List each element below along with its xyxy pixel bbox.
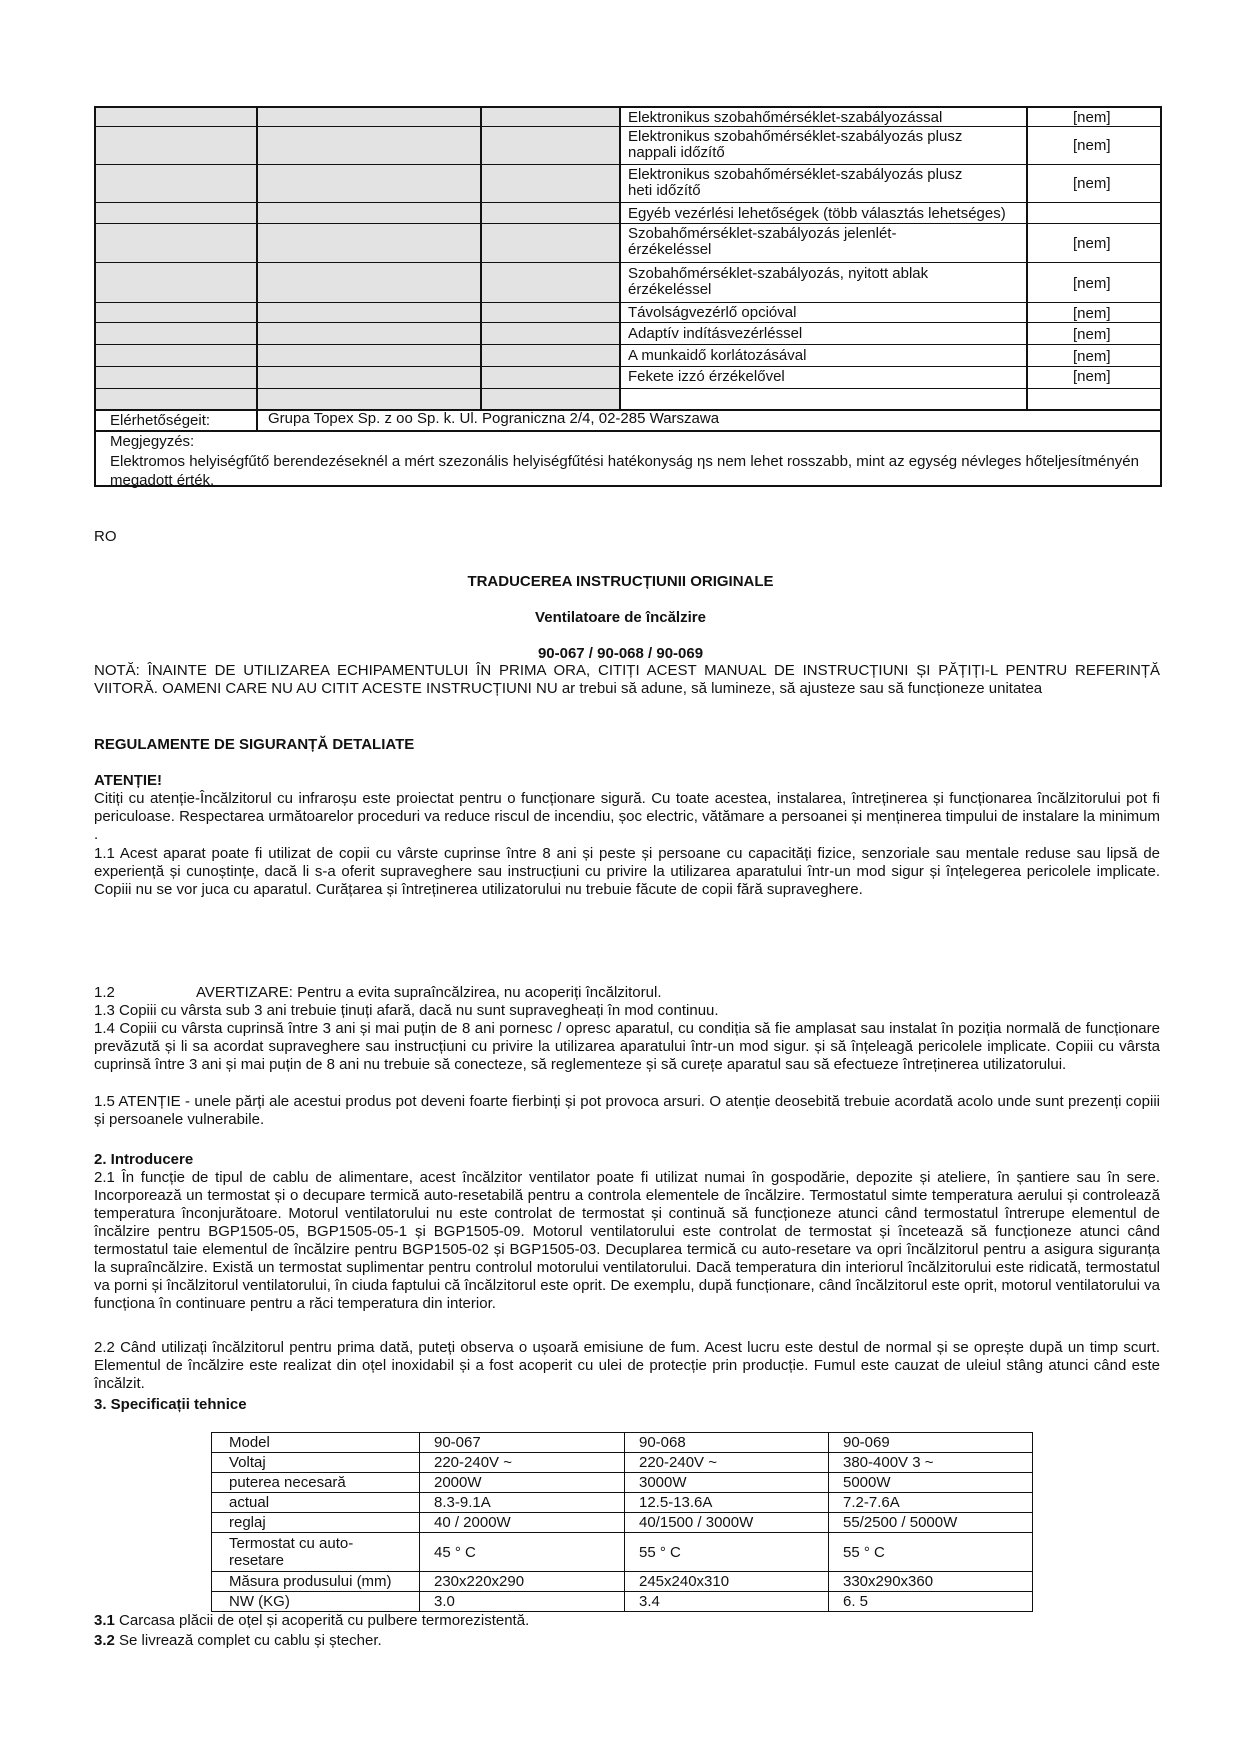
row-value: [nem] <box>1073 137 1111 154</box>
spec-cell: 220-240V ~ <box>625 1453 829 1473</box>
shaded-cell <box>258 108 480 410</box>
row-label: Fekete izzó érzékelővel <box>628 368 785 385</box>
row-label: Adaptív indításvezérléssel <box>628 325 803 342</box>
spec-cell: 55/2500 / 5000W <box>829 1513 1033 1533</box>
spec-cell: 5000W <box>829 1473 1033 1493</box>
intro-heading: 2. Introducere <box>94 1151 194 1168</box>
spec-cell: puterea necesară <box>212 1473 420 1493</box>
paragraph-1-1: 1.1 Acest aparat poate fi utilizat de copii cu vârste cuprinse între 8 ani și peste și persoane cu capacități fizice, senzoriale sau mentale reduse sau lipsă de experiență și cunoștințe, dacă li s-a oferit supraveghere sau instrucțiuni cu privire la utilizarea aparatului într-un mod sigur și înțelegerea pericolele implicate. Copiii nu se vor juca cu aparatul. Curățarea și întreținerea utilizatorului nu trebuie făcute de copii fără supraveghere. <box>94 845 1160 898</box>
table-row <box>212 1572 1033 1592</box>
spec-cell: 2000W <box>420 1473 625 1493</box>
spec-cell: Măsura produsului (mm) <box>212 1572 420 1592</box>
row-value: [nem] <box>1073 348 1111 365</box>
spec-cell: 90-069 <box>829 1433 1033 1453</box>
row-value: [nem] <box>1073 275 1111 292</box>
paragraph-3-1 <box>94 1612 529 1630</box>
paragraph-1-3: 1.3 Copiii cu vârsta sub 3 ani trebuie ținuți afară, dacă nu sunt supravegheați în mod continuu. <box>94 1002 719 1019</box>
spec-table <box>211 1432 1033 1612</box>
contact-label: Elérhetőségeit: <box>110 412 211 429</box>
shaded-cell <box>482 108 620 410</box>
shaded-cell <box>96 108 256 410</box>
paragraph-3-2-number: 3.2 <box>94 1632 115 1649</box>
row-label: Szobahőmérséklet-szabályozás jelenlét- érzékeléssel <box>628 225 897 258</box>
paragraph-1-4: 1.4 Copiii cu vârsta cuprinsă între 3 ani și mai puțin de 8 ani pornesc / opresc aparatul, cu condiția să fie amplasat sau instalat în poziția normală de funcționare prevăzută și li sa acordat supraveghere sau instrucțiuni cu privire la utilizarea aparatului într-un mod sigur. și să înțeleagă pericolele implicate. Copiii cu vârsta cuprinsă între 3 ani și mai puțin de 8 ani nu trebuie să conecteze, să reglementeze și să curețe aparatul sau să efectueze întreținerea utilizatorului. <box>94 1020 1160 1073</box>
language-code: RO <box>94 528 117 545</box>
paragraph-1-5: 1.5 ATENȚIE - unele părți ale acestui produs pot deveni foarte fierbinți și pot provoca arsuri. O atenție deosebită trebuie acordată acolo unde sunt prezenți copiii și persoanele vulnerabile. <box>94 1093 1160 1128</box>
table-row <box>212 1513 1033 1533</box>
paragraph-3-1-text: Carcasa plăcii de oțel și acoperită cu pulbere termorezistentă. <box>114 1612 530 1629</box>
row-value: [nem] <box>1073 326 1111 343</box>
paragraph-2-1: 2.1 În funcție de tipul de cablu de alimentare, acest încălzitor ventilator poate fi utilizat numai în gospodărie, depozite și ateliere, în șantiere sau în sere. Incorporează un termostat și o decupare termică auto-resetabilă pentru a controla elementele de încălzire. Termostatul simte temperatura aerului și controlează temperatura înconjurătoare. Motorul ventilatorului nu este controlat de termostat și continuă să funcționeze atunci când termostatul întrerupe elementul de încălzire pentru BGP1505-05, BGP1505-05-1 și BGP1505-09. Motorul ventilatorului este controlat de termostat și încetează să funcționeze atunci când termostatul taie elementul de încălzire pentru BGP1505-02 și BGP1505-03. Decuplarea termică cu auto-resetare va opri încălzitorul pentru a asigura siguranța la supraîncălzire. Există un termostat suplimentar pentru controlul motorului ventilatorului. Dacă temperatura din interiorul încălzitorului este ridicată, termostatul va porni și încălzitorul ventilatorului, în ciuda faptului că încălzitorul este oprit. De exemplu, după funcționare, când încălzitorul este oprit, motorul ventilatorului va funcționa în continuare pentru a răci temperatura din interior. <box>94 1169 1160 1312</box>
spec-cell: 245x240x310 <box>625 1572 829 1592</box>
spec-cell: 7.2-7.6A <box>829 1493 1033 1513</box>
paragraph-1-2-number: 1.2 <box>94 984 115 1001</box>
paragraph-3-1-number: 3.1 <box>94 1612 115 1629</box>
spec-cell: 3.0 <box>420 1592 625 1612</box>
safety-heading: REGULAMENTE DE SIGURANȚĂ DETALIATE <box>94 736 415 753</box>
paragraph-3-2 <box>94 1632 382 1650</box>
row-label: A munkaidő korlátozásával <box>628 347 807 364</box>
spec-cell: 8.3-9.1A <box>420 1493 625 1513</box>
note-text: Elektromos helyiségfűtő berendezéseknél a mért szezonális helyiségfűtési hatékonyság ηs nem lehet rosszabb, mint az egység névleges hőteljesítményén megadott érték. <box>110 453 1139 489</box>
row-value: [nem] <box>1073 368 1111 385</box>
document-title: TRADUCEREA INSTRUCȚIUNII ORIGINALE <box>467 573 774 590</box>
row-label: Elektronikus szobahőmérséklet-szabályozás plusz heti időzítő <box>628 166 963 199</box>
spec-cell: 380-400V 3 ~ <box>829 1453 1033 1473</box>
row-value: [nem] <box>1073 235 1111 252</box>
row-label: Egyéb vezérlési lehetőségek (több választás lehetséges) <box>628 205 1006 222</box>
paragraph-1-2-text: AVERTIZARE: Pentru a evita supraîncălzirea, nu acoperiți încălzitorul. <box>196 984 662 1001</box>
spec-cell: reglaj <box>212 1513 420 1533</box>
paragraph-3-2-text: Se livrează complet cu cablu și ștecher. <box>114 1632 382 1649</box>
table-row <box>212 1592 1033 1612</box>
table-row <box>212 1433 1033 1453</box>
spec-cell: 40/1500 / 3000W <box>625 1513 829 1533</box>
product-name: Ventilatoare de încălzire <box>535 609 706 626</box>
table-row <box>212 1453 1033 1473</box>
spec-cell: 3.4 <box>625 1592 829 1612</box>
spec-cell: 12.5-13.6A <box>625 1493 829 1513</box>
table-row <box>212 1533 1033 1572</box>
model-numbers: 90-067 / 90-068 / 90-069 <box>537 645 704 662</box>
row-value: [nem] <box>1073 305 1111 322</box>
row-value: [nem] <box>1073 109 1111 126</box>
table-row <box>212 1473 1033 1493</box>
spec-cell: NW (KG) <box>212 1592 420 1612</box>
spec-cell: 330x290x360 <box>829 1572 1033 1592</box>
contact-value: Grupa Topex Sp. z oo Sp. k. Ul. Pograniczna 2/4, 02-285 Warszawa <box>268 410 720 427</box>
energy-info-table <box>94 106 1162 487</box>
paragraph-2-2: 2.2 Când utilizați încălzitorul pentru prima dată, puteți observa o ușoară emisiune de fum. Acest lucru este destul de normal și se oprește după un timp scurt. Elementul de încălzire este realizat din oțel inoxidabil și a fost acoperit cu ulei de protecție prin producție. Fumul este cauzat de uleiul stâng atunci când este încălzit. <box>94 1339 1160 1392</box>
spec-cell: 3000W <box>625 1473 829 1493</box>
spec-cell: 40 / 2000W <box>420 1513 625 1533</box>
row-label: Távolságvezérlő opcióval <box>628 304 797 321</box>
spec-cell: 90-067 <box>420 1433 625 1453</box>
spec-cell: 220-240V ~ <box>420 1453 625 1473</box>
row-label: Szobahőmérséklet-szabályozás, nyitott ablak érzékeléssel <box>628 265 929 298</box>
row-label: Elektronikus szobahőmérséklet-szabályozással <box>628 109 943 126</box>
table-row <box>212 1493 1033 1513</box>
row-value: [nem] <box>1073 175 1111 192</box>
atentie-heading: ATENȚIE! <box>94 772 163 789</box>
row-label: Elektronikus szobahőmérséklet-szabályozás plusz nappali időzítő <box>628 128 963 161</box>
spec-cell: 55 ° C <box>625 1533 829 1572</box>
spec-cell: 6. 5 <box>829 1592 1033 1612</box>
spec-cell: 45 ° C <box>420 1533 625 1572</box>
spec-cell: Voltaj <box>212 1453 420 1473</box>
spec-cell: 230x220x290 <box>420 1572 625 1592</box>
spec-cell: 90-068 <box>625 1433 829 1453</box>
nota-paragraph: NOTĂ: ÎNAINTE DE UTILIZAREA ECHIPAMENTULUI ÎN PRIMA ORA, CITIȚI ACEST MANUAL DE INSTRUCȚIUNI ȘI PĂȚIȚI-L PENTRU REFERINȚĂ VIITORĂ. OAMENI CARE NU AU CITIT ACESTE INSTRUCȚIUNI NU ar trebui să adune, să lumineze, să ajusteze sau să funcționeze unitatea <box>94 662 1160 697</box>
spec-cell: actual <box>212 1493 420 1513</box>
atentie-paragraph: Citiți cu atenție-Încălzitorul cu infraroșu este proiectat pentru o funcționare sigură. Cu toate acestea, instalarea, întreținerea și funcționarea încălzitorului pot fi periculoase. Respectarea următoarelor proceduri va reduce riscul de incendiu, șoc electric, vătămare a persoanei și menținerea timpului de instalare la minimum . <box>94 790 1160 843</box>
spec-cell: 55 ° C <box>829 1533 1033 1572</box>
note-label: Megjegyzés: <box>110 433 195 450</box>
spec-cell: Model <box>212 1433 420 1453</box>
spec-heading: 3. Specificații tehnice <box>94 1396 247 1413</box>
spec-cell: Termostat cu auto-resetare <box>212 1533 420 1572</box>
